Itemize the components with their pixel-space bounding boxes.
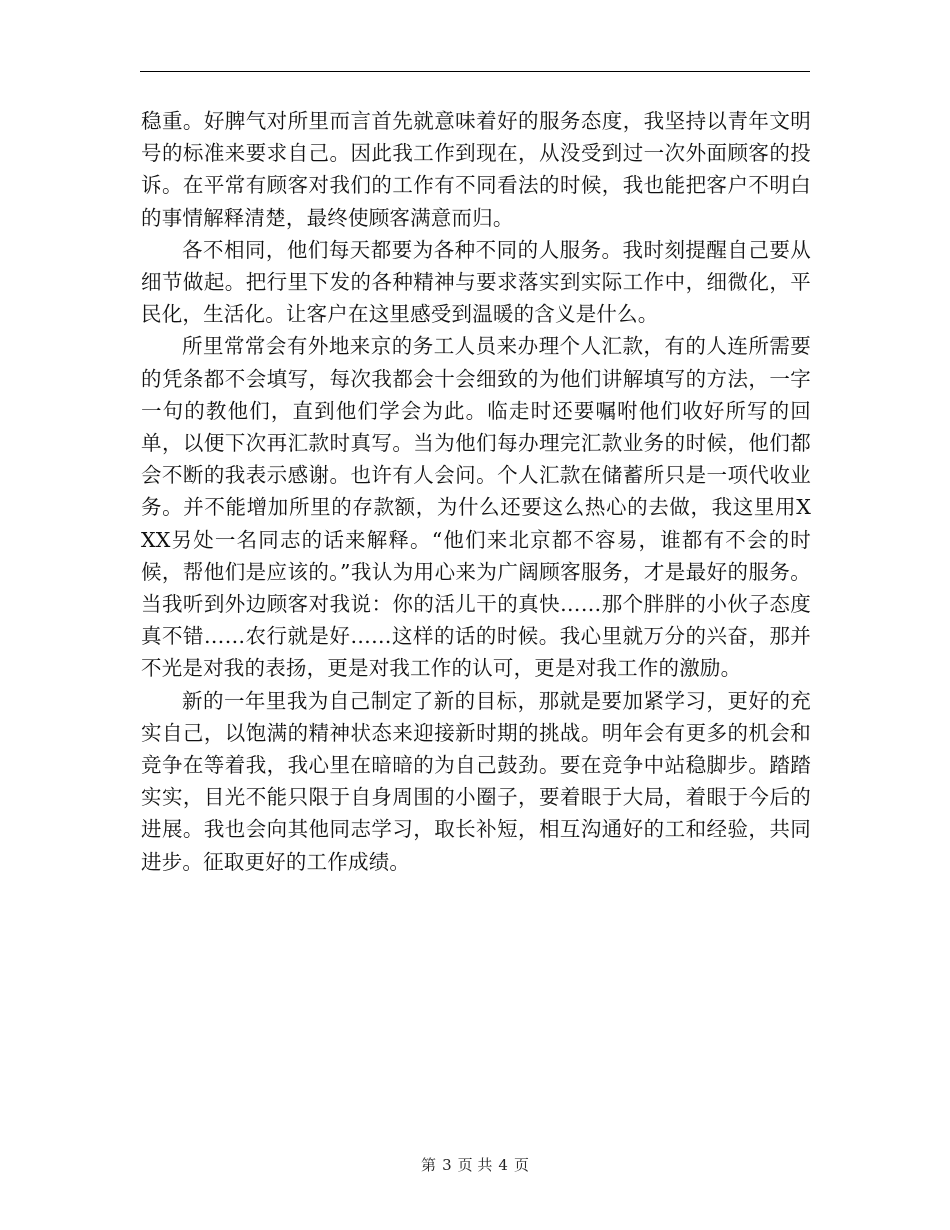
footer-suffix: 页 [513,1156,529,1174]
footer-current-page: 3 [442,1156,452,1174]
footer-prefix: 第 [421,1156,437,1174]
paragraph: 所里常常会有外地来京的务工人员来办理个人汇款，有的人连所需要的凭条都不会填写，每次我都会十会细致的为他们讲解填写的方法，一字一句的教他们，直到他们学会为此。临走时还要嘱咐他们收好所写的回单，以便下次再汇款时真写。当为他们每办理完汇款业务的时候，他们都会不断的我表示感谢。也许有人会问。个人汇款在储蓄所只是一项代收业务。并不能增加所里的存款额，为什么还要这么热心的去做，我这里用XXX另处一名同志的话来解释。“他们来北京都不容易，谁都有不会的时候，帮他们是应该的。”我认为用心来为广阔顾客服务，才是最好的服务。当我听到外边顾客对我说：你的活儿干的真快……那个胖胖的小伙子态度真不错……农行就是好……这样的话的时候。我心里就万分的兴奋，那并不光是对我的表扬，更是对我工作的认可，更是对我工作的激励。 [141,334,811,681]
document-body [141,105,811,878]
paragraph: 各不相同，他们每天都要为各种不同的人服务。我时刻提醒自己要从细节做起。把行里下发的各种精神与要求落实到实际工作中，细微化，平民化，生活化。让客户在这里感受到温暖的含义是什么。 [141,237,811,327]
paragraph: 新的一年里我为自己制定了新的目标，那就是要加紧学习，更好的充实自己，以饱满的精神状态来迎接新时期的挑战。明年会有更多的机会和竞争在等着我，我心里在暗暗的为自己鼓劲。要在竞争中站稳脚步。踏踏实实，目光不能只限于自身周围的小圈子，要着眼于大局，着眼于今后的进展。我也会向其他同志学习，取长补短，相互沟通好的工和经验，共同进步。征取更好的工作成绩。 [141,688,811,874]
paragraph-continuation: 稳重。好脾气对所里而言首先就意味着好的服务态度，我坚持以青年文明号的标准来要求自己。因此我工作到现在，从没受到过一次外面顾客的投诉。在平常有顾客对我们的工作有不同看法的时候，我也能把客户不明白的事情解释清楚，最终使顾客满意而归。 [141,109,811,230]
footer-total-pages: 4 [498,1156,508,1174]
footer-middle: 页 共 [457,1156,493,1174]
page-footer [0,1155,950,1175]
header-rule [140,71,810,72]
